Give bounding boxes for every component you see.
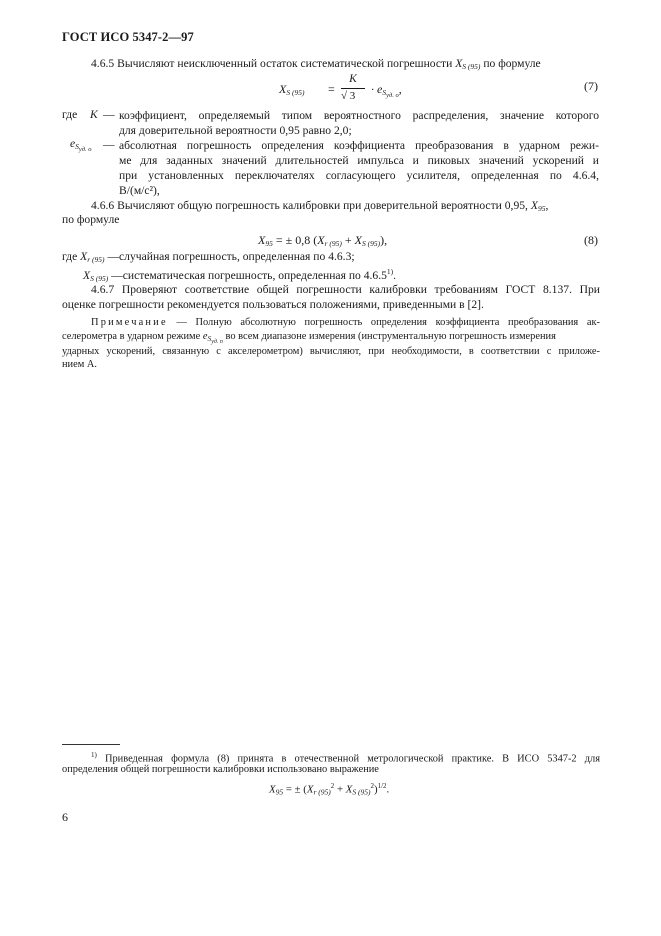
- footnote-line-2: определения общей погрешности калибровки использовано выражение: [62, 764, 379, 775]
- formula-numerator: K: [349, 73, 357, 85]
- symbol-subscript: r (95): [87, 255, 105, 264]
- formula-lhs: [279, 82, 304, 97]
- formula-xr-subscript: r (95): [324, 239, 342, 248]
- formula-square: 2: [370, 782, 374, 790]
- symbol-x: X: [83, 268, 91, 282]
- symbol-e-subscript: [75, 142, 91, 151]
- symbol-e-subsub: уд. п: [211, 339, 223, 345]
- formula-comma: ,: [398, 82, 402, 96]
- symbol-e-subsub: уд. о: [78, 146, 92, 153]
- definition-dash: —: [103, 138, 115, 151]
- formula-e-sub: S: [382, 88, 387, 97]
- formula-denominator: √ 3: [341, 90, 356, 102]
- symbol-x: X: [530, 199, 538, 212]
- definition-dash: —: [103, 108, 115, 121]
- formula-equals: =: [328, 82, 335, 96]
- formula-lhs-symbol: X: [258, 233, 266, 247]
- footnote-text: Приведенная формула (8) принята в отечественной метрологической практике. В ИСО 5347-2 для: [104, 753, 600, 765]
- footnote-divider: [62, 744, 120, 745]
- formula-multiplier: [371, 82, 402, 99]
- symbol-k: K: [90, 108, 98, 121]
- formula-number-7: (7): [584, 79, 598, 93]
- punctuation: .: [393, 268, 397, 282]
- symbol-e-letter: e: [70, 137, 76, 150]
- note-text: во всем диапазоне измерения (инструментальную погрешность измерения: [225, 331, 556, 342]
- formula-e-subscript: [382, 88, 398, 97]
- formula-body: = ± (: [285, 783, 307, 796]
- formula-lhs-symbol: X: [279, 82, 287, 96]
- where-label: где: [62, 250, 78, 263]
- symbol-subscript: S (95): [462, 62, 481, 71]
- paragraph-4-6-6-line-1: [91, 198, 601, 217]
- paragraph-tail: по формуле: [480, 57, 541, 70]
- definition-e-line-3: при установленных переключателях согласующего усилителя, определенная по 4.6.4,: [119, 169, 599, 182]
- definition-e-line-2: ме для заданных значений длительностей импульса и пиковых значений ускорений и: [119, 154, 599, 167]
- note-line-4: нием А.: [62, 359, 98, 370]
- formula-square: 2: [330, 782, 335, 790]
- symbol-e: [70, 137, 92, 153]
- punctuation: ,: [545, 199, 549, 212]
- formula-8-body: [258, 233, 387, 248]
- page-number: 6: [62, 810, 68, 824]
- note-label: Примечание: [91, 317, 168, 328]
- formula-lhs-subscript: S (95): [286, 88, 305, 97]
- formula-power: 1/2: [377, 782, 387, 790]
- formula-lhs-subscript: 95: [265, 239, 273, 248]
- definition-text: —случайная погрешность, определенная по 4.6.3;: [107, 250, 355, 263]
- formula-xr-subscript: r (95): [313, 787, 331, 797]
- symbol-subscript: S (95): [90, 273, 109, 283]
- symbol-e-sub: S: [207, 334, 212, 343]
- formula-close: ): [373, 783, 378, 796]
- formula-lhs-subscript: 95: [275, 787, 284, 797]
- note-line-1: [91, 316, 600, 330]
- definition-k-line-1: коэффициент, определяемый типом вероятностного распределения, значение которого: [119, 109, 599, 122]
- where-label: где: [62, 108, 78, 121]
- formula-e-subsub: уд. о: [386, 92, 399, 99]
- footnote-formula: [269, 780, 389, 799]
- note-text: — Полную абсолютную погрешность определения коэффициента преобразования ак-: [176, 317, 600, 328]
- note-text: селерометра в ударном режиме: [62, 331, 201, 342]
- formula-xs: X: [345, 783, 353, 796]
- footnote-mark: 1): [91, 751, 97, 759]
- formula-xs-subscript: S (95): [361, 239, 381, 248]
- paragraph-4-6-5: [91, 56, 541, 75]
- note-line-3: ударных ускорений, связанную с акселерометром) вычисляют, при необходимости, в соответствии с приложе-: [62, 346, 600, 357]
- fraction-line: [341, 88, 365, 89]
- symbol-e: e: [202, 331, 208, 342]
- definition-text: —систематическая погрешность, определенная по 4.6.5: [111, 268, 387, 282]
- formula-plus: +: [336, 783, 344, 796]
- definition-e-line-4: В/(м/с²),: [119, 184, 160, 197]
- definition-e-line-1: абсолютная погрешность определения коэффициента преобразования в ударном режи-: [119, 139, 599, 152]
- paragraph-4-6-6-line-2: по формуле: [62, 213, 120, 226]
- paragraph-text: 4.6.5 Вычисляют неисключенный остаток систематической погрешности: [91, 57, 453, 70]
- paragraph-4-6-7-line-2: оценке погрешности рекомендуется пользоваться положениями, приведенными в [2].: [62, 298, 484, 311]
- footnote-ref: 1): [386, 267, 394, 276]
- symbol-x: X: [455, 57, 463, 70]
- formula-plus: +: [344, 233, 352, 247]
- formula-xr: X: [306, 783, 314, 796]
- symbol-x: X: [80, 250, 88, 263]
- formula-xr: X: [317, 233, 325, 247]
- formula-lhs-symbol: X: [269, 783, 276, 796]
- punctuation: .: [386, 783, 390, 796]
- paragraph-text: 4.6.6 Вычисляют общую погрешность калибровки при доверительной вероятности 0,95,: [91, 199, 528, 212]
- symbol-e-subscript: [207, 334, 222, 343]
- symbol-e-sub: S: [75, 142, 79, 151]
- document-header: ГОСТ ИСО 5347-2—97: [62, 30, 194, 44]
- formula-xs: X: [354, 233, 362, 247]
- formula-xs-subscript: S (95): [352, 787, 371, 797]
- formula-body: = ± 0,8 (: [275, 233, 318, 247]
- formula-e: · e: [371, 82, 383, 96]
- formula-close: ),: [380, 233, 388, 247]
- symbol-subscript: 95: [537, 204, 546, 213]
- paragraph-4-6-7-line-1: 4.6.7 Проверяют соответствие общей погрешности калибровки требованиям ГОСТ 8.137. При: [91, 283, 600, 296]
- definition-k-line-2: для доверительной вероятности 0,95 равно 2,0;: [119, 124, 352, 137]
- formula-number-8: (8): [584, 233, 598, 247]
